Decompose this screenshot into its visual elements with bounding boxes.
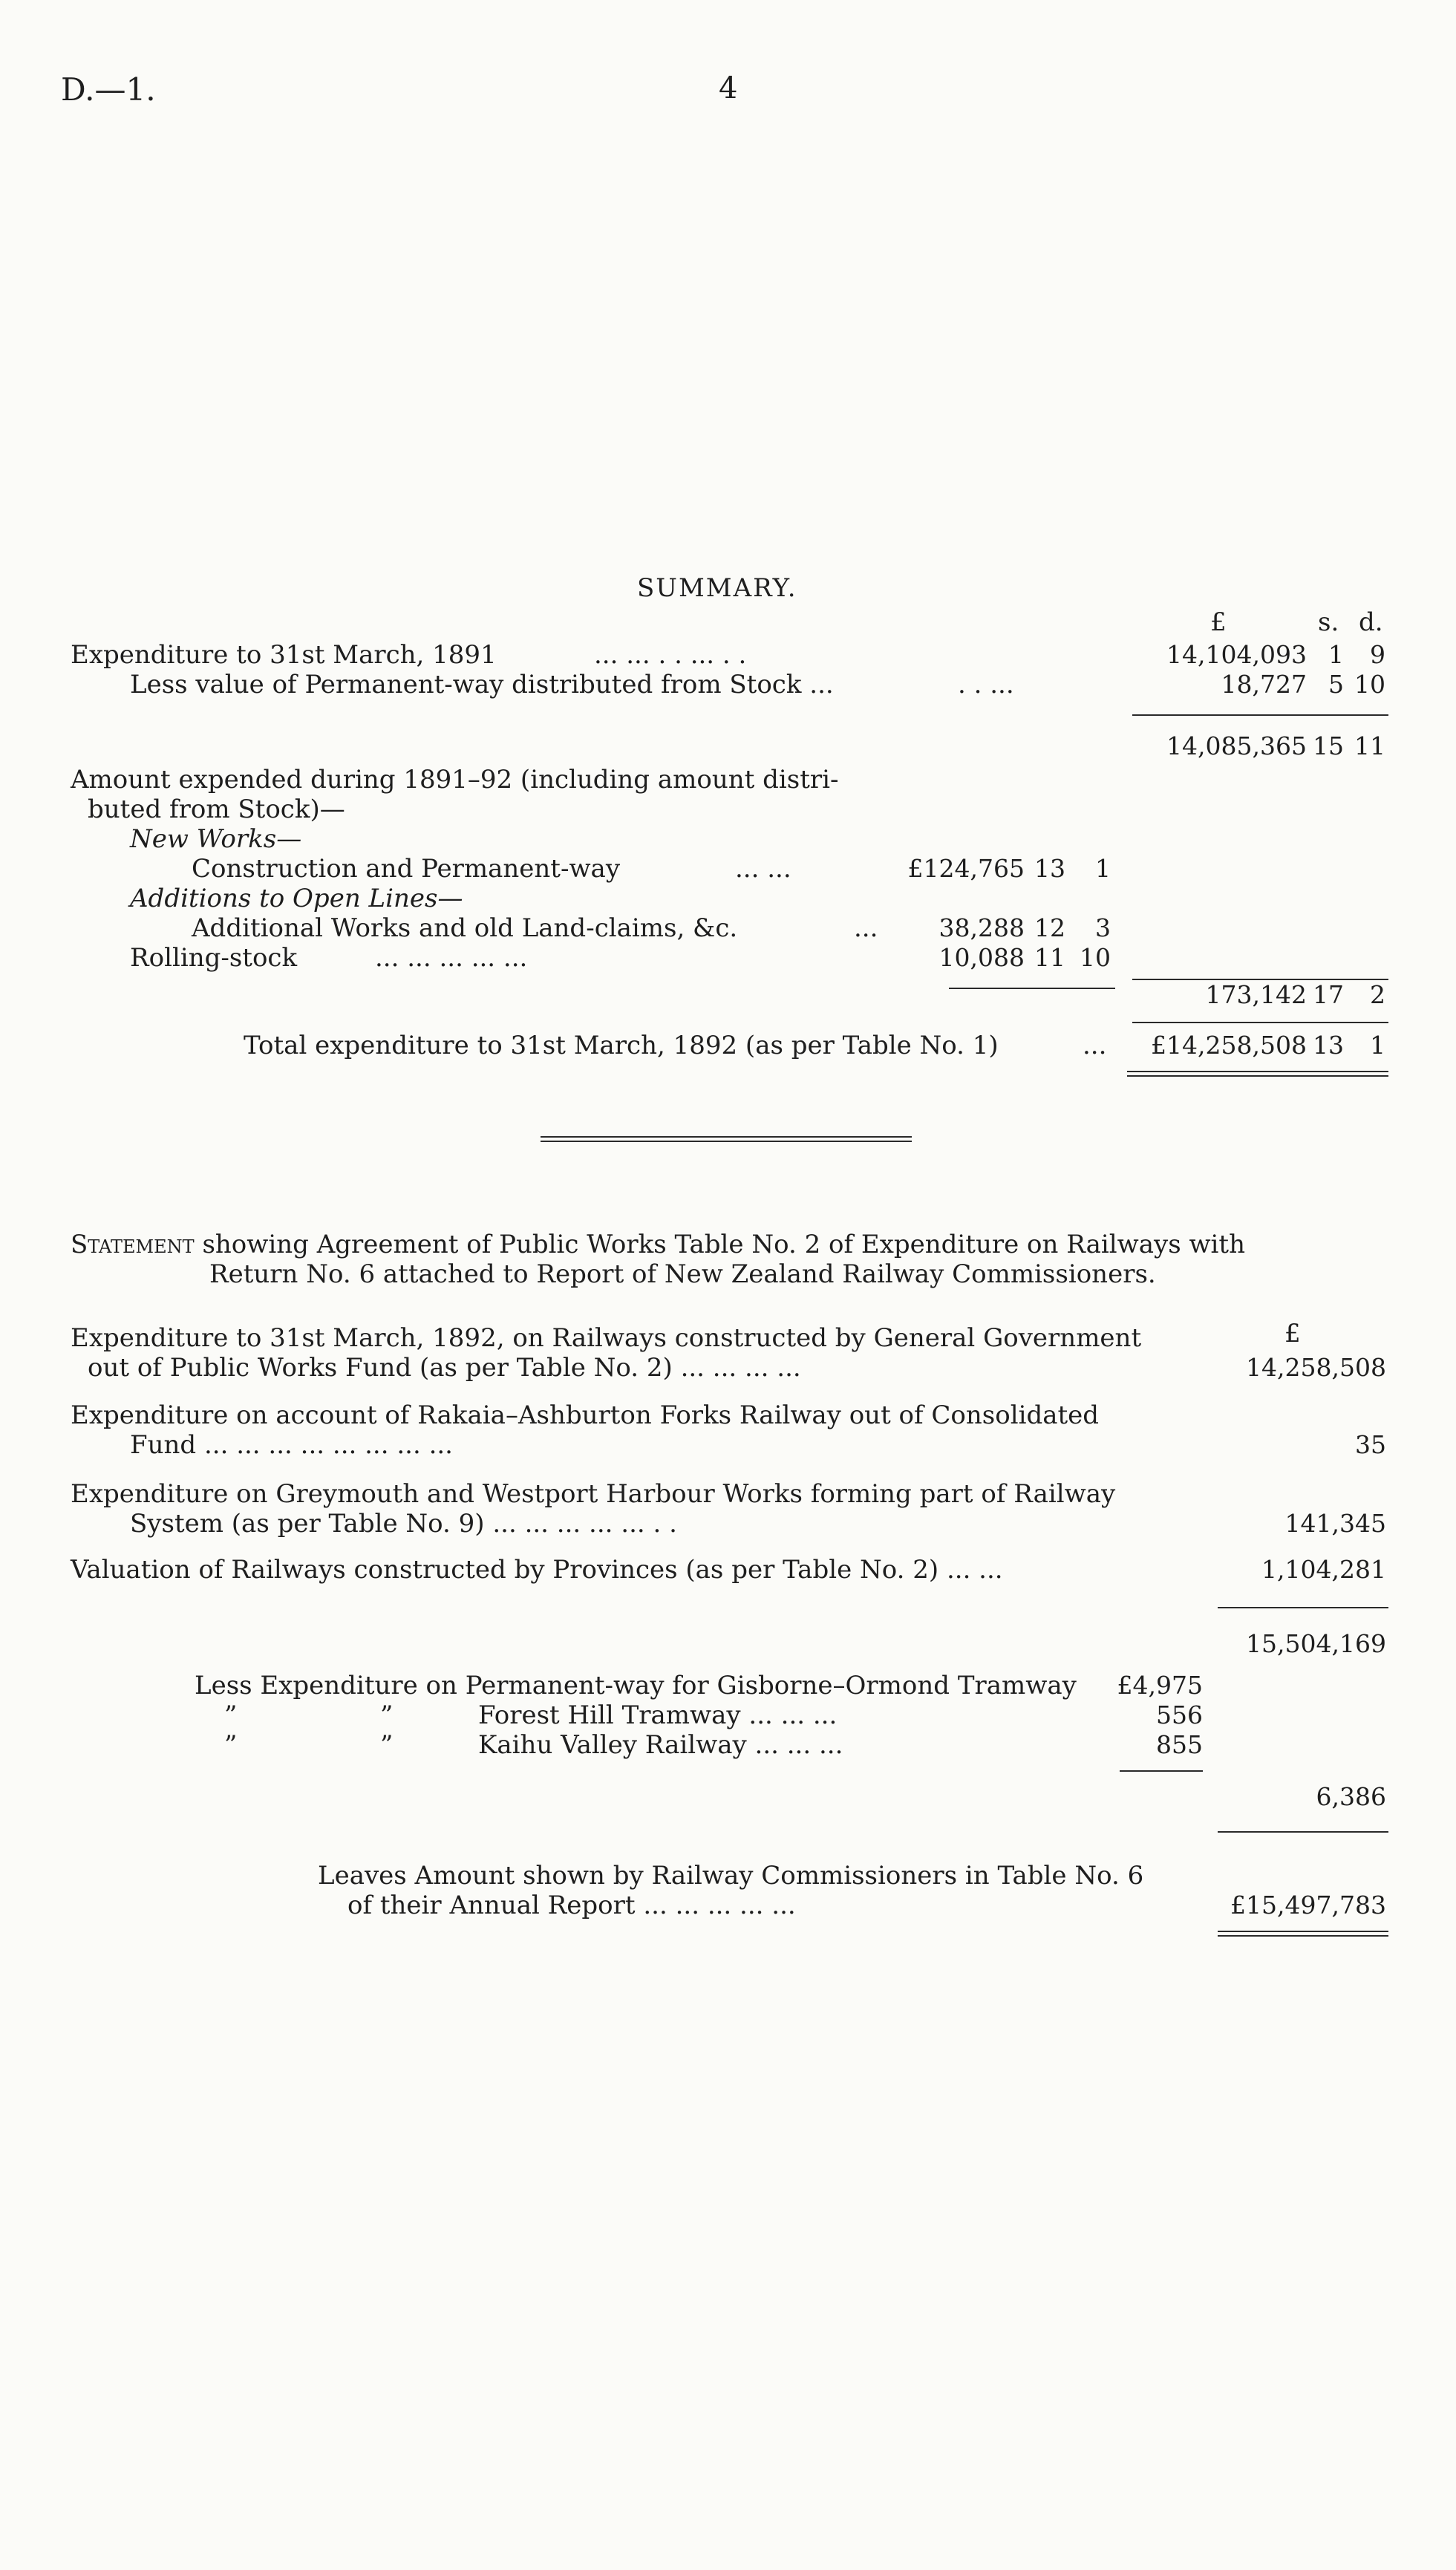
statement-pound-heading: £ [1284,1319,1301,1348]
summary-row-expenditure-1891-label: Expenditure to 31st March, 1891 [71,640,497,670]
leaves-amount-label: Leaves Amount shown by Railway Commissioners in Table No. 6 [318,1861,1144,1891]
col-head-pence: d. [1359,607,1383,637]
summary-row-pounds: 18,727 [1221,670,1307,699]
statement-entry-rakaia-ashburton: Expenditure on account of Rakaia–Ashburton Forks Railway out of Consolidated [71,1400,1100,1430]
section-divider [541,1136,912,1142]
rolling-stock-leader: ... ... ... ... ... [375,943,528,973]
statement-title-rest: showing Agreement of Public Works Table No. 2 of Expenditure on Railways with [194,1230,1245,1259]
summary-double-rule [1127,1071,1388,1077]
statement-double-rule [1218,1931,1388,1937]
summary-row-leader: . . ... [958,670,1014,699]
total-expenditure-pounds: £14,258,508 [1151,1031,1307,1060]
construction-pence: 1 [1095,854,1111,883]
amount-expended-label-cont: buted from Stock)— [88,795,345,824]
summary-row-shillings: 5 [1328,670,1344,699]
less-kaihu-valley-value: 855 [1156,1730,1203,1759]
document-reference: D.—1. [61,71,156,108]
statement-title [71,1230,1245,1259]
additional-works-pounds: 38,288 [938,913,1025,942]
less-gisborne-ormond-label: Less Expenditure on Permanent-way for Gisborne–Ormond Tramway [195,1671,1077,1700]
construction-pounds: £124,765 [907,854,1025,883]
summary-row-pounds: 14,104,093 [1166,640,1307,669]
less-kaihu-valley-label: Kaihu Valley Railway ... ... ... [478,1730,843,1760]
statement-rule [1218,1831,1388,1833]
summary-subtotal-pounds: 14,085,365 [1166,731,1307,760]
additional-works-label: Additional Works and old Land-claims, &c. [192,913,738,943]
summary-rule [1132,1022,1388,1023]
statement-entry-value: 141,345 [1284,1509,1386,1538]
leaves-amount-label-cont: of their Annual Report ... ... ... ... ... [347,1891,796,1920]
rolling-stock-shillings: 11 [1034,943,1065,972]
col-head-shillings: s. [1318,607,1339,637]
statement-rule [1120,1770,1203,1772]
statement-entry-general-government-cont: out of Public Works Fund (as per Table No. 2) ... ... ... ... [88,1353,801,1383]
statement-sum-value: 15,504,169 [1246,1629,1386,1658]
rolling-stock-pence: 10 [1080,943,1111,972]
summary-rule [949,988,1115,989]
statement-title-lead: Statement [71,1230,195,1259]
summary-subtotal-pounds: 173,142 [1205,980,1307,1009]
summary-row-pence: 10 [1354,670,1385,699]
ditto-mark: ” [380,1730,394,1760]
total-expenditure-pence: 1 [1370,1031,1385,1060]
rolling-stock-label: Rolling-stock [130,943,298,973]
amount-expended-label: Amount expended during 1891–92 (including amount distri- [71,765,839,795]
summary-row-less-value-label: Less value of Permanent-way distributed from Stock ... [130,670,834,699]
statement-entry-harbour-works: Expenditure on Greymouth and Westport Harbour Works forming part of Railway [71,1479,1116,1509]
rolling-stock-pounds: 10,088 [938,943,1025,972]
summary-row-shillings: 1 [1328,640,1344,669]
summary-title: SUMMARY. [637,573,797,603]
statement-entry-value: 35 [1355,1430,1386,1459]
statement-title-line2: Return No. 6 attached to Report of New Zealand Railway Commissioners. [209,1259,1156,1289]
less-forest-hill-label: Forest Hill Tramway ... ... ... [478,1700,838,1730]
additions-heading: Additions to Open Lines— [130,884,463,913]
summary-subtotal-shillings: 15 [1313,731,1344,760]
summary-subtotal-shillings: 17 [1313,980,1344,1009]
construction-label: Construction and Permanent-way [192,854,621,884]
statement-entry-harbour-works-cont: System (as per Table No. 9) ... ... ... ... ... . . [130,1509,677,1539]
col-head-pounds: £ [1210,607,1227,637]
ditto-mark: ” [224,1700,238,1730]
statement-entry-value: 1,104,281 [1261,1555,1386,1584]
page-number: 4 [719,71,738,105]
leaves-amount-value: £15,497,783 [1230,1891,1386,1920]
additional-works-pence: 3 [1095,913,1111,942]
less-forest-hill-value: 556 [1156,1700,1203,1729]
less-total-value: 6,386 [1316,1782,1386,1811]
less-gisborne-ormond-value: £4,975 [1117,1671,1203,1700]
summary-rule [1132,714,1388,716]
statement-entry-general-government: Expenditure to 31st March, 1892, on Railways constructed by General Government [71,1323,1142,1353]
total-expenditure-label: Total expenditure to 31st March, 1892 (as per Table No. 1) [244,1031,999,1060]
statement-entry-value: 14,258,508 [1246,1353,1386,1382]
ditto-mark: ” [380,1700,394,1730]
summary-subtotal-pence: 2 [1370,980,1385,1009]
statement-rule [1218,1607,1388,1608]
construction-shillings: 13 [1034,854,1065,883]
statement-entry-provinces: Valuation of Railways constructed by Provinces (as per Table No. 2) ... ... [71,1555,1003,1585]
summary-row-pence: 9 [1370,640,1385,669]
statement-entry-rakaia-ashburton-cont: Fund ... ... ... ... ... ... ... ... [130,1430,453,1460]
additional-works-shillings: 12 [1034,913,1065,942]
additional-works-leader: ... [854,913,878,943]
total-expenditure-shillings: 13 [1313,1031,1344,1060]
summary-row-leader: ... ... . . ... . . [594,640,747,670]
total-expenditure-leader: ... [1083,1031,1107,1060]
new-works-heading: New Works— [130,824,302,854]
construction-leader: ... ... [735,854,791,884]
ditto-mark: ” [224,1730,238,1760]
summary-subtotal-pence: 11 [1354,731,1385,760]
